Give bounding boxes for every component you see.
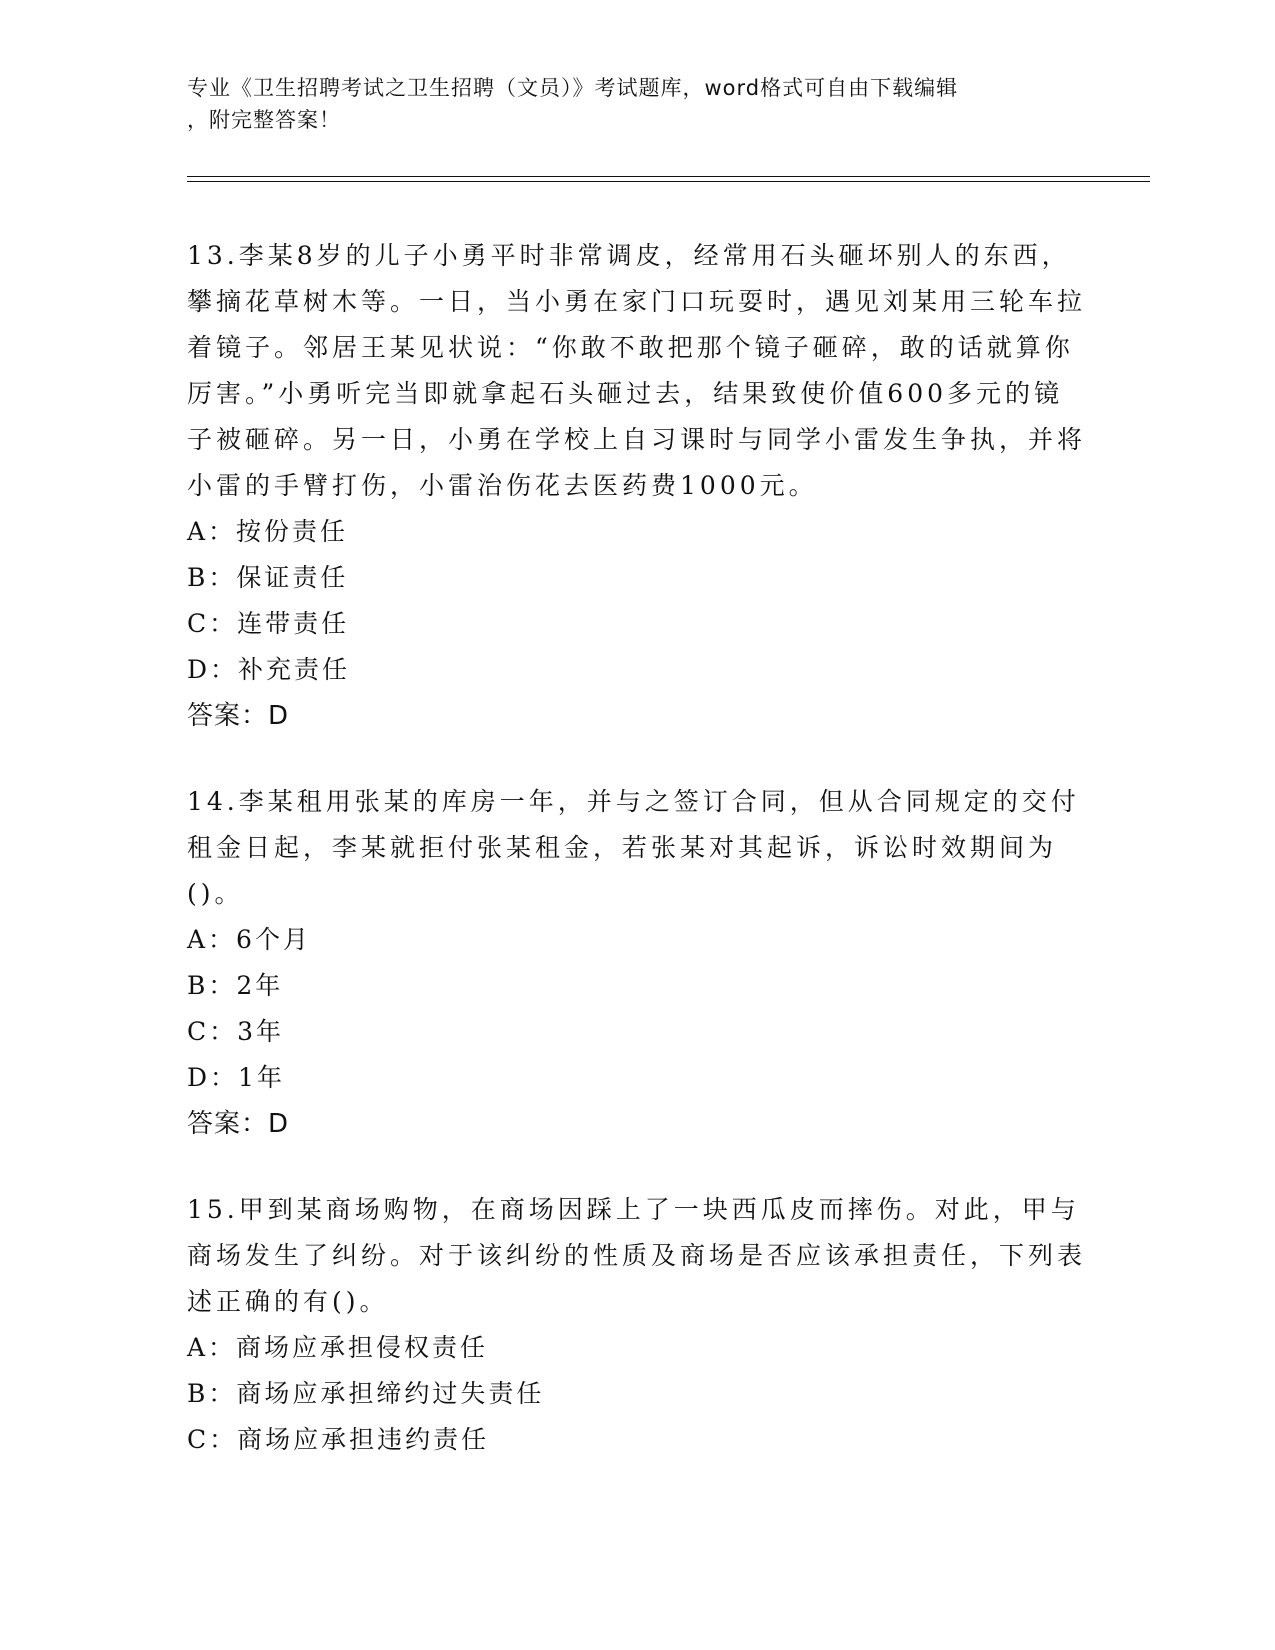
option-a: A：按份责任: [187, 517, 349, 546]
option-a: A：6个月: [187, 925, 311, 954]
option-a: A：商场应承担侵权责任: [187, 1333, 489, 1362]
document-header: [187, 72, 1067, 136]
option-c: C：3年: [187, 1017, 285, 1046]
header-line-2: ，附完整答案！: [187, 108, 341, 132]
question-13: [187, 233, 1087, 739]
option-b: B：保证责任: [187, 563, 349, 592]
option-c: C：连带责任: [187, 609, 350, 638]
header-line-1: 专业《卫生招聘考试之卫生招聘（文员）》考试题库，word格式可自由下载编辑: [187, 76, 959, 100]
option-d: D：1年: [187, 1063, 285, 1092]
question-text: 15.甲到某商场购物，在商场因踩上了一块西瓜皮而摔伤。对此，甲与商场发生了纠纷。对于该纠纷的性质及商场是否应该承担责任，下列表述正确的有()。: [187, 1195, 1087, 1316]
answer-line: 答案：D: [187, 701, 290, 731]
header-divider-bottom: [187, 181, 1150, 182]
question-15: [187, 1187, 1087, 1463]
header-divider-top: [187, 176, 1150, 177]
question-14: [187, 779, 1087, 1147]
option-c: C：商场应承担违约责任: [187, 1425, 490, 1454]
option-b: B：商场应承担缔约过失责任: [187, 1379, 545, 1408]
question-list: [187, 233, 1087, 1503]
option-d: D：补充责任: [187, 655, 351, 684]
answer-line: 答案：D: [187, 1109, 290, 1139]
question-text: 14.李某租用张某的库房一年，并与之签订合同，但从合同规定的交付租金日起，李某就拒付张某租金，若张某对其起诉，诉讼时效期间为()。: [187, 787, 1080, 908]
question-text: 13.李某8岁的儿子小勇平时非常调皮，经常用石头砸坏别人的东西，攀摘花草树木等。一日，当小勇在家门口玩耍时，遇见刘某用三轮车拉着镜子。邻居王某见状说：“你敢不敢把那个镜子砸碎，敢的话就算你厉害。”小勇听完当即就拿起石头砸过去，结果致使价值600多元的镜子被砸碎。另一日，小勇在学校上自习课时与同学小雷发生争执，并将小雷的手臂打伤，小雷治伤花去医药费1000元。: [187, 241, 1087, 500]
option-b: B：2年: [187, 971, 284, 1000]
